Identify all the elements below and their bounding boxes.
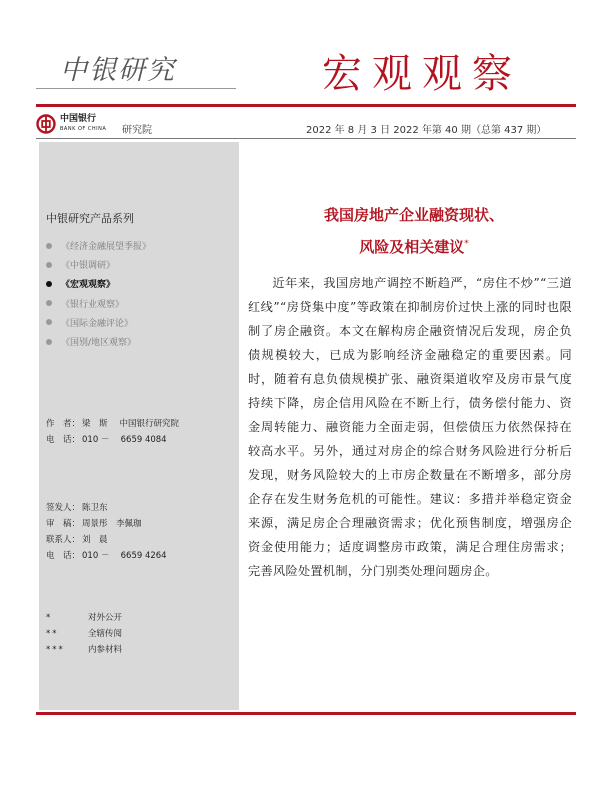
bullet-icon xyxy=(46,300,52,306)
phone-label: 电 话： xyxy=(46,551,81,561)
author-org: 中国银行研究院 xyxy=(119,419,180,429)
legend-mark: * xyxy=(46,613,53,623)
legend-mark: ** xyxy=(46,629,59,639)
reviewer-row xyxy=(46,516,167,532)
author-info xyxy=(46,416,179,448)
author-row xyxy=(46,416,179,432)
signer-label: 签发人： xyxy=(46,503,81,513)
brand-underline xyxy=(36,88,236,89)
bank-name-cn: 中国银行 xyxy=(60,114,97,124)
contact-phone: 010 － 6659 4264 xyxy=(82,551,167,561)
bullet-icon xyxy=(46,281,52,287)
series-item xyxy=(46,236,151,255)
series-item-label: 《国别/地区观察》 xyxy=(61,338,137,349)
legend-mark: *** xyxy=(46,645,65,655)
signer-row xyxy=(46,500,167,516)
phone-label: 电 话： xyxy=(46,435,81,445)
series-item xyxy=(46,332,151,351)
reviewer-names: 周景彤 李佩珈 xyxy=(82,519,142,529)
series-item-label: 《银行业观察》 xyxy=(61,299,125,310)
legend-row xyxy=(46,642,122,658)
reviewer-label: 审 稿： xyxy=(46,519,81,529)
bank-logo xyxy=(36,114,106,134)
institute-label: 研究院 xyxy=(122,125,152,136)
legend-text: 内参材料 xyxy=(88,645,123,655)
brand-calligraphy: 中银研究 xyxy=(60,55,176,86)
bullet-icon xyxy=(46,262,52,268)
series-item xyxy=(46,255,151,274)
series-item-label: 《经济金融展望季报》 xyxy=(61,242,152,253)
series-item xyxy=(46,313,151,332)
series-item-active xyxy=(46,274,151,293)
contact-label: 联系人： xyxy=(46,535,81,545)
signoff-info xyxy=(46,500,167,564)
article-title-line2 xyxy=(240,236,588,257)
series-item-label: 《中银调研》 xyxy=(61,261,116,272)
bullet-icon xyxy=(46,339,52,345)
legend-row xyxy=(46,610,122,626)
signer-name: 陈卫东 xyxy=(82,503,108,513)
bullet-icon xyxy=(46,243,52,249)
header-thin-rule xyxy=(36,138,576,139)
series-title: 中银研究产品系列 xyxy=(46,212,134,225)
footer-red-rule xyxy=(36,712,576,715)
contact-phone-row xyxy=(46,548,167,564)
series-list xyxy=(46,236,151,351)
author-label: 作 者： xyxy=(46,419,81,429)
header-red-rule xyxy=(36,104,576,107)
author-phone-row xyxy=(46,432,179,448)
bank-of-china-logo-icon xyxy=(36,114,56,134)
legend-text: 对外公开 xyxy=(88,613,123,623)
issue-info: 2022 年 8 月 3 日 2022 年第 40 期（总第 437 期） xyxy=(306,125,547,136)
series-item-label: 《宏观观察》 xyxy=(61,280,116,291)
title-footnote-mark: * xyxy=(464,239,469,249)
article-abstract: 近年来，我国房地产调控不断趋严，“房住不炒”“三道红线”“房贷集中度”等政策在抑制房价过快上涨的同时也限制了房企融资。本文在解构房企融资情况后发现，房企负债规模较大，已成为影响经济金融稳定的重要因素。同时，随着有息负债规模扩张、融资渠道收窄及房市景气度持续下降，房企信用风险在不断上行，债务偿付能力、资金周转能力、融资能力全面走弱，但偿债压力依然保持在较高水平。另外，通过对房企的综合财务风险进行分析后发现，财务风险较大的上市房企数量在不断增多，部分房企存在发生财务危机的可能性。建议：多措并举稳定资金来源，满足房企合理融资需求；优化预售制度，增强房企资金使用能力；适度调整房市政策，满足合理住房需求；完善风险处置机制，分门别类处理问题房企。 xyxy=(248,276,572,578)
publication-title: 宏观观察 xyxy=(322,51,522,97)
author-name: 梁 斯 xyxy=(82,419,108,429)
bullet-icon xyxy=(46,319,52,325)
series-item-label: 《国际金融评论》 xyxy=(61,318,134,329)
series-item xyxy=(46,294,151,313)
article-title-text: 风险及相关建议 xyxy=(359,238,465,256)
legend-text: 全辖传阅 xyxy=(88,629,123,639)
article-title-line1: 我国房地产企业融资现状、 xyxy=(323,206,504,224)
contact-row xyxy=(46,532,167,548)
distribution-legend xyxy=(46,610,122,658)
author-phone: 010 － 6659 4084 xyxy=(82,435,167,445)
legend-row xyxy=(46,626,122,642)
bank-name-en: BANK OF CHINA xyxy=(60,126,107,132)
contact-name: 刘 晨 xyxy=(82,535,108,545)
